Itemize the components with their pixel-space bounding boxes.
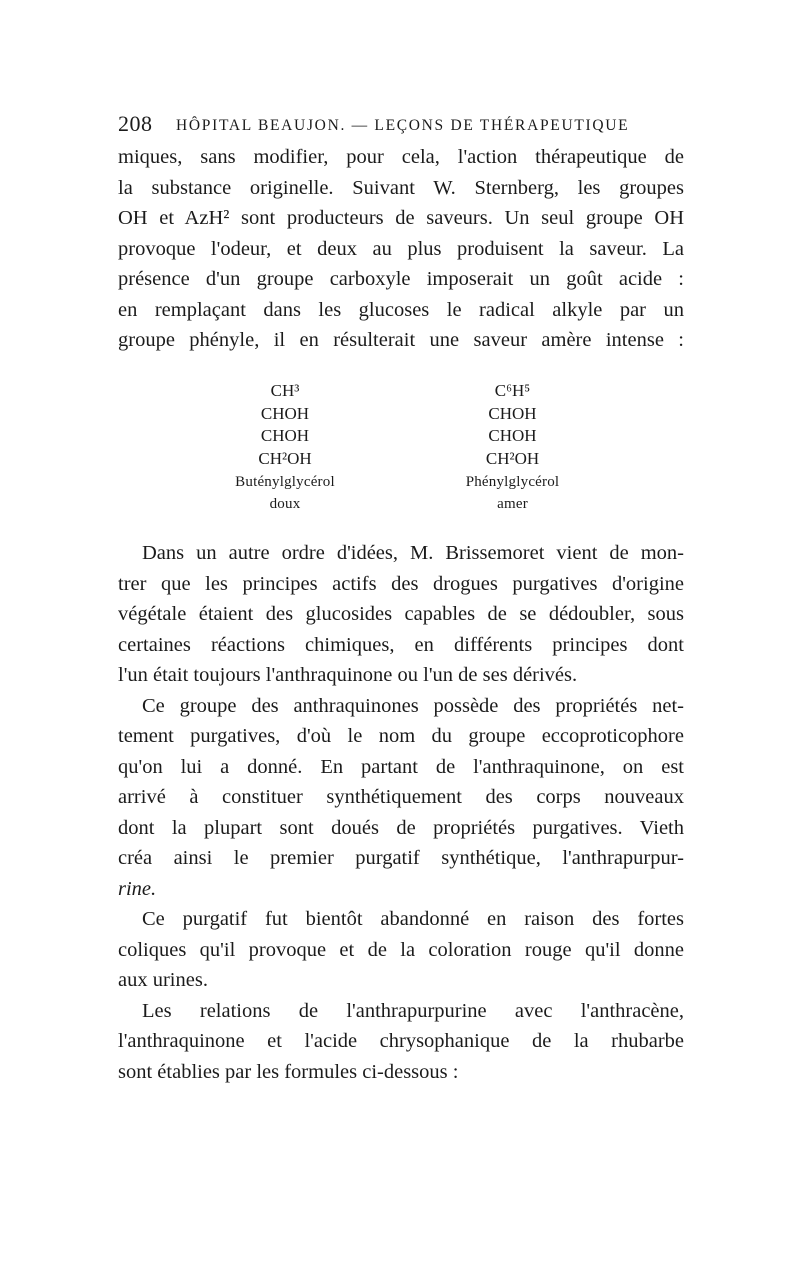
formula-line: CHOH	[488, 403, 537, 423]
formula-line: CHOH	[260, 403, 310, 423]
page-header	[118, 112, 682, 138]
text-line: l'un était toujours l'anthraquinone ou l'un de ses dérivés.	[118, 664, 578, 686]
text-line: OH et AzH² sont producteurs de saveurs. Un seul groupe OH	[118, 207, 684, 229]
formula-line: CHOH	[488, 426, 537, 445]
text-line: coliques qu'il provoque et de la coloration rouge qu'il donne	[118, 938, 684, 961]
formula-line: CH²OH	[485, 448, 540, 468]
text-line: qu'on lui a donné. En partant de l'anthraquinone, on est	[118, 755, 684, 778]
text-line: aux urines.	[118, 969, 208, 991]
text-line: en remplaçant dans les glucoses le radical alkyle par un	[118, 298, 684, 321]
text-line: la substance originelle. Suivant W. Sternberg, les groupes	[118, 176, 684, 199]
text-line: certaines réactions chimiques, en différents principes dont	[118, 633, 684, 656]
text-line: présence d'un groupe carboxyle imposerait un goût acide :	[118, 268, 684, 290]
text-line: tement purgatives, d'où le nom du groupe eccoproticophore	[118, 725, 684, 747]
running-head: HÔPITAL BEAUJON. — LEÇONS DE THÉRAPEUTIQUE	[176, 117, 630, 134]
text-line: végétale étaient des glucosides capables de se dédoubler, sous	[118, 603, 684, 625]
text-line: Ce groupe des anthraquinones possède des propriétés net-	[142, 694, 684, 717]
paragraph-1	[118, 142, 684, 356]
formula-line: C⁶H⁵	[494, 381, 531, 400]
formula-phenylglycerol	[435, 380, 590, 514]
text-line: Dans un autre ordre d'idées, M. Brissemoret vient de mon-	[142, 542, 684, 564]
text-line: arrivé à constituer synthétiquement des corps nouveaux	[118, 786, 684, 808]
paragraphs-continued	[118, 538, 684, 1087]
formula-taste: amer	[497, 496, 528, 512]
text-line: rine.	[118, 877, 157, 900]
text-line: Ce purgatif fut bientôt abandonné en raison des fortes	[142, 908, 684, 930]
text-line: créa ainsi le premier purgatif synthétique, l'anthrapurpur-	[118, 847, 684, 869]
formula-line: CH²OH	[258, 448, 312, 468]
text-line: miques, sans modifier, pour cela, l'action thérapeutique de	[118, 146, 684, 168]
text-line: sont établies par les formules ci-dessous :	[118, 1060, 459, 1083]
text-line: Les relations de l'anthrapurpurine avec l'anthracène,	[142, 999, 684, 1022]
formula-line: CH³	[270, 381, 300, 400]
formula-butenylglycerol	[210, 380, 360, 514]
text-line: groupe phényle, il en résulterait une saveur amère intense :	[118, 329, 684, 351]
formula-name: Phénylglycérol	[465, 474, 560, 490]
formula-name: Buténylglycérol	[235, 474, 335, 490]
text-line: trer que les principes actifs des drogues purgatives d'origine	[118, 572, 684, 595]
formula-taste: doux	[269, 496, 301, 512]
text-line: l'anthraquinone et l'acide chrysophanique de la rhubarbe	[118, 1030, 684, 1052]
page-number: 208	[118, 111, 153, 136]
formula-line: CHOH	[260, 426, 310, 445]
text-line: dont la plupart sont doués de propriétés purgatives. Vieth	[118, 816, 684, 839]
text-line: provoque l'odeur, et deux au plus produisent la saveur. La	[118, 237, 684, 260]
